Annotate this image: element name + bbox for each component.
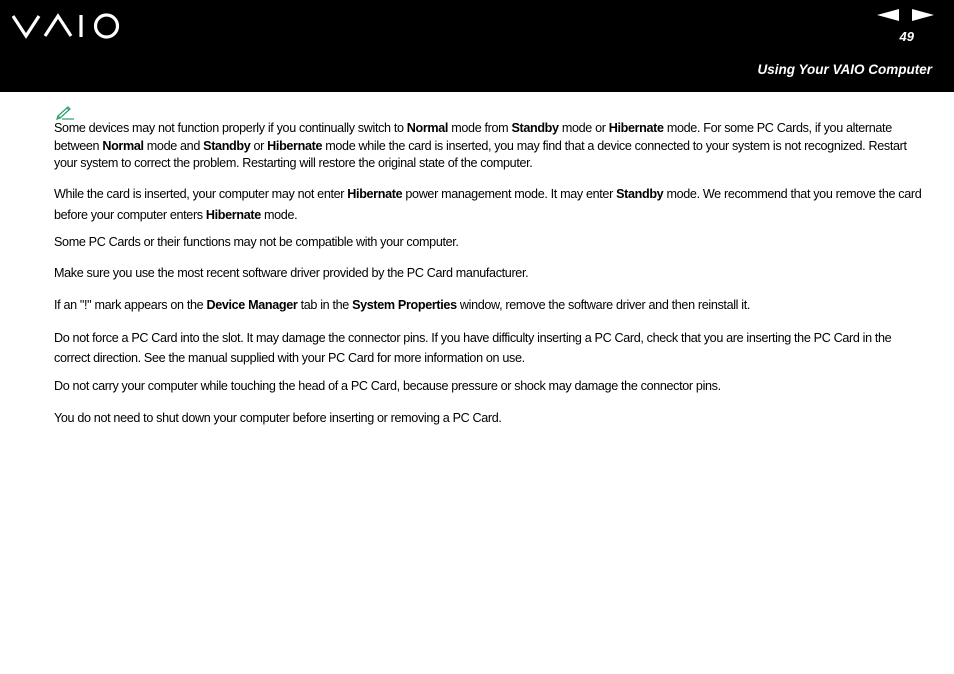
vaio-logo <box>12 12 120 40</box>
bold-term: Normal <box>406 121 449 135</box>
left-triangle-arrow-icon[interactable] <box>877 9 899 21</box>
bold-term: Standby <box>203 138 251 153</box>
bold-term: Hibernate <box>608 121 664 135</box>
paragraph-device-manager: If an "!" mark appears on the Device Manager tab in the System Properties window, remove the software driver and then reinstall it. <box>54 297 751 312</box>
paragraph-driver: Make sure you use the most recent software driver provided by the PC Card manufacturer. <box>54 266 529 280</box>
bold-term: Hibernate <box>267 138 323 153</box>
paragraph-compatibility: Some PC Cards or their functions may not be compatible with your computer. <box>54 234 459 249</box>
bold-term: Device Manager <box>206 297 298 312</box>
bold-term: System Properties <box>352 297 457 312</box>
page-content <box>54 104 928 427</box>
bold-term: Normal <box>102 138 144 153</box>
paragraph-force-insert: Do not force a PC Card into the slot. It may damage the connector pins. If you have difficulty inserting a PC Card, check that you are inserting the PC Card in the correct direction. See the manual supplied with your PC Card for more information on use. <box>54 331 892 365</box>
bold-term: Standby <box>511 121 559 135</box>
paragraph-shutdown: You do not need to shut down your computer before inserting or removing a PC Card. <box>54 410 502 425</box>
page-number: 49 <box>899 29 914 44</box>
bold-term: Hibernate <box>347 186 403 201</box>
paragraph-hibernate: While the card is inserted, your computer may not enter Hibernate power management mode. It may enter Standby mode. We recommend that you remove the card before your computer enters Hibernate mode. <box>54 186 922 222</box>
section-title: Using Your VAIO Computer <box>757 62 932 77</box>
paragraph-carry: Do not carry your computer while touching the head of a PC Card, because pressure or shock may damage the connector pins. <box>54 379 721 393</box>
pencil-note-icon <box>55 104 75 120</box>
page-header <box>0 0 954 92</box>
bold-term: Hibernate <box>205 207 261 222</box>
right-triangle-arrow-icon[interactable] <box>912 9 934 21</box>
bold-term: Standby <box>616 186 664 201</box>
note-paragraph: Some devices may not function properly if you continually switch to Normal mode from Standby mode or Hibernate mode. For some PC Cards, if you alternate between Normal mode and Standby or Hibernate mode while the card is inserted, you may find that a device connected to your system is not recognized. Restart your system to correct the problem. Restarting will restore the original state of the computer. <box>54 121 907 170</box>
